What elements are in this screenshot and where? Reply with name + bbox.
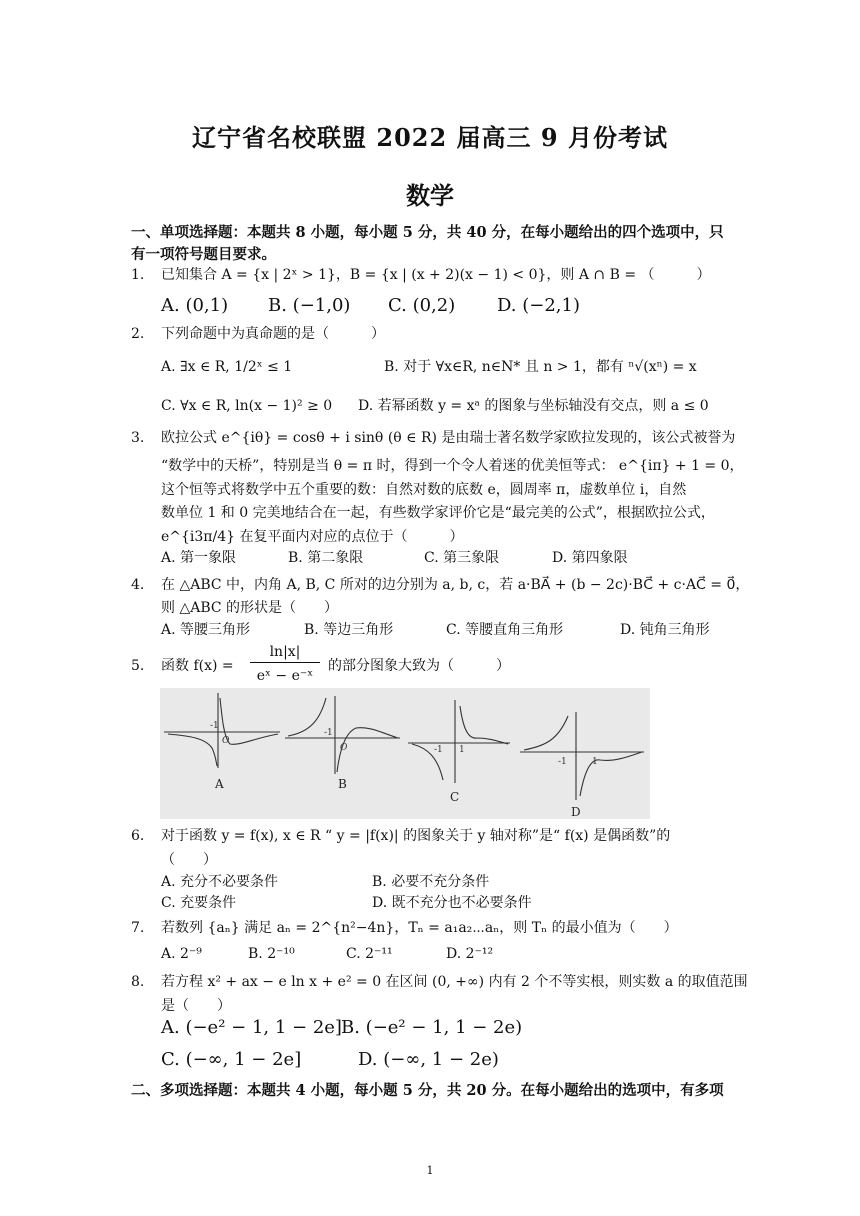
page-number: 1	[426, 1164, 434, 1177]
exam-subject: 数学	[406, 181, 454, 210]
q3-line-4: 数单位 1 和 0 完美地结合在一起，有些数学家评价它是“最完美的公式”，根据欧拉公式，	[161, 505, 715, 521]
q5-fraction-numerator: ln|x|	[250, 642, 320, 663]
q1-option-b: B. (−1,0)	[268, 295, 351, 316]
q6-option-d: D. 既不充分也不必要条件	[372, 895, 532, 911]
graph-d-tick-neg: -1	[558, 757, 567, 767]
graph-b-label: B	[338, 777, 347, 791]
section-1-heading	[131, 222, 737, 266]
graph-d-tick-pos: 1	[592, 757, 598, 767]
q2-option-d: D. 若幂函数 y = xᵃ 的图象与坐标轴没有交点，则 a ≤ 0	[358, 398, 709, 414]
graph-a-origin: O	[222, 736, 230, 746]
q1-option-d: D. (−2,1)	[497, 295, 580, 316]
graph-d-right-branch	[580, 752, 642, 796]
graph-a-label: A	[215, 777, 224, 791]
q6-line-1: 对于函数 y = f(x), x ∈ R “ y = |f(x)| 的图象关于 y 轴对称”是“ f(x) 是偶函数”的	[161, 828, 671, 844]
q3-option-d: D. 第四象限	[552, 550, 628, 566]
q3-option-a: A. 第一象限	[161, 550, 237, 566]
q4-option-d: D. 钝角三角形	[620, 622, 710, 638]
q7-option-a: A. 2⁻⁹	[161, 946, 202, 962]
q6-option-a: A. 充分不必要条件	[161, 874, 279, 890]
q2-option-b: B. 对于 ∀x∈R, n∈N* 且 n > 1，都有 ⁿ√(xⁿ) = x	[384, 359, 697, 375]
graph-d-left-branch	[524, 716, 568, 750]
graph-a	[164, 693, 280, 768]
q1-option-a: A. (0,1)	[161, 295, 229, 316]
q6-option-b: B. 必要不充分条件	[372, 874, 490, 890]
q3-option-c: C. 第三象限	[424, 550, 500, 566]
q6-line-2: （ ）	[161, 852, 217, 868]
q6-option-c: C. 充要条件	[161, 895, 237, 911]
q5-stem-prefix: 函数 f(x) =	[161, 658, 234, 674]
q4-line-2: 则 △ABC 的形状是（ ）	[161, 600, 339, 616]
q7-number: 7.	[131, 920, 145, 936]
q3-line-1: 欧拉公式 e^{iθ} = cosθ + i sinθ (θ ∈ R) 是由瑞士著名数学家欧拉发现的，该公式被誉为	[161, 430, 736, 446]
q8-line-1: 若方程 x² + ax − e ln x + e² = 0 在区间 (0, +∞) 内有 2 个不等实根，则实数 a 的取值范围	[161, 974, 748, 990]
section-2-heading	[131, 1080, 737, 1102]
q1-stem: 已知集合 A = {x | 2ˣ > 1}，B = {x | (x + 2)(x − 1) < 0}，则 A ∩ B = （ ）	[161, 267, 711, 283]
graph-c	[408, 700, 510, 783]
graph-d-label: D	[571, 805, 581, 819]
q2-stem: 下列命题中为真命题的是（ ）	[161, 326, 385, 342]
q4-option-b: B. 等边三角形	[304, 622, 394, 638]
graph-b-left-branch	[288, 698, 326, 736]
q8-line-2: 是（ ）	[161, 998, 231, 1014]
q7-option-b: B. 2⁻¹⁰	[248, 946, 295, 962]
section-1-line-1: 一、单项选择题：本题共 8 小题，每小题 5 分，共 40 分，在每小题给出的四个选项中，只	[131, 224, 724, 241]
graph-c-right-branch	[460, 706, 508, 744]
q4-line-1: 在 △ABC 中，内角 A, B, C 所对的边分别为 a, b, c，若 a·BA⃗ + (b − 2c)·BC⃗ + c·AC⃗ = 0⃗，	[161, 577, 750, 593]
q7-option-d: D. 2⁻¹²	[446, 946, 494, 962]
q5-number: 5.	[131, 658, 145, 674]
graph-a-tick-neg: -1	[210, 721, 219, 731]
q8-number: 8.	[131, 974, 145, 990]
graph-c-tick-pos: 1	[459, 745, 465, 755]
graph-d	[520, 712, 644, 800]
q2-option-a: A. ∃x ∈ R, 1/2ˣ ≤ 1	[161, 359, 293, 375]
q8-option-d: D. (−∞, 1 − 2e)	[358, 1049, 499, 1070]
q4-number: 4.	[131, 577, 145, 593]
q5-graph-options	[160, 688, 650, 819]
q5-stem-suffix: 的部分图象大致为（ ）	[328, 658, 510, 674]
q3-number: 3.	[131, 430, 145, 446]
q7-stem: 若数列 {aₙ} 满足 aₙ = 2^{n²−4n}，Tₙ = a₁a₂⋯aₙ，则 Tₙ 的最小值为（ ）	[161, 920, 678, 936]
graph-b	[285, 696, 400, 774]
q2-number: 2.	[131, 326, 145, 342]
q1-number: 1.	[131, 267, 145, 283]
q8-option-c: C. (−∞, 1 − 2e]	[161, 1049, 302, 1070]
q3-option-b: B. 第二象限	[288, 550, 364, 566]
graph-c-label: C	[450, 790, 460, 804]
graph-b-tick-neg: -1	[324, 728, 333, 738]
q1-option-c: C. (0,2)	[388, 295, 456, 316]
section-2-line-1: 二、多项选择题：本题共 4 小题，每小题 5 分，共 20 分。在每小题给出的选项中，有多项	[131, 1082, 724, 1099]
q6-number: 6.	[131, 828, 145, 844]
q7-option-c: C. 2⁻¹¹	[346, 946, 393, 962]
q8-option-b: B. (−e² − 1, 1 − 2e)	[341, 1017, 523, 1038]
graph-c-tick-neg: -1	[434, 745, 443, 755]
q3-line-5: e^{i3π/4} 在复平面内对应的点位于（ ）	[161, 529, 464, 545]
graph-b-origin: O	[340, 743, 348, 753]
q4-option-a: A. 等腰三角形	[161, 622, 251, 638]
q3-line-2: “数学中的天桥”，特别是当 θ = π 时，得到一个令人着迷的优美恒等式： e^{iπ} + 1 = 0，	[161, 458, 744, 474]
q4-option-c: C. 等腰直角三角形	[446, 622, 564, 638]
q2-option-c: C. ∀x ∈ R, ln(x − 1)² ≥ 0	[161, 398, 333, 414]
section-1-line-2: 有一项符号题目要求。	[131, 246, 276, 263]
q8-option-a: A. (−e² − 1, 1 − 2e]	[161, 1017, 342, 1038]
exam-title: 辽宁省名校联盟 2022 届高三 9 月份考试	[192, 123, 668, 152]
graph-a-left-branch	[168, 734, 217, 766]
q5-fraction-denominator: eˣ − e⁻ˣ	[256, 668, 314, 684]
q3-line-3: 这个恒等式将数学中五个重要的数：自然对数的底数 e，圆周率 π，虚数单位 i，自然	[161, 482, 687, 498]
q5-graphs-svg	[160, 688, 650, 819]
